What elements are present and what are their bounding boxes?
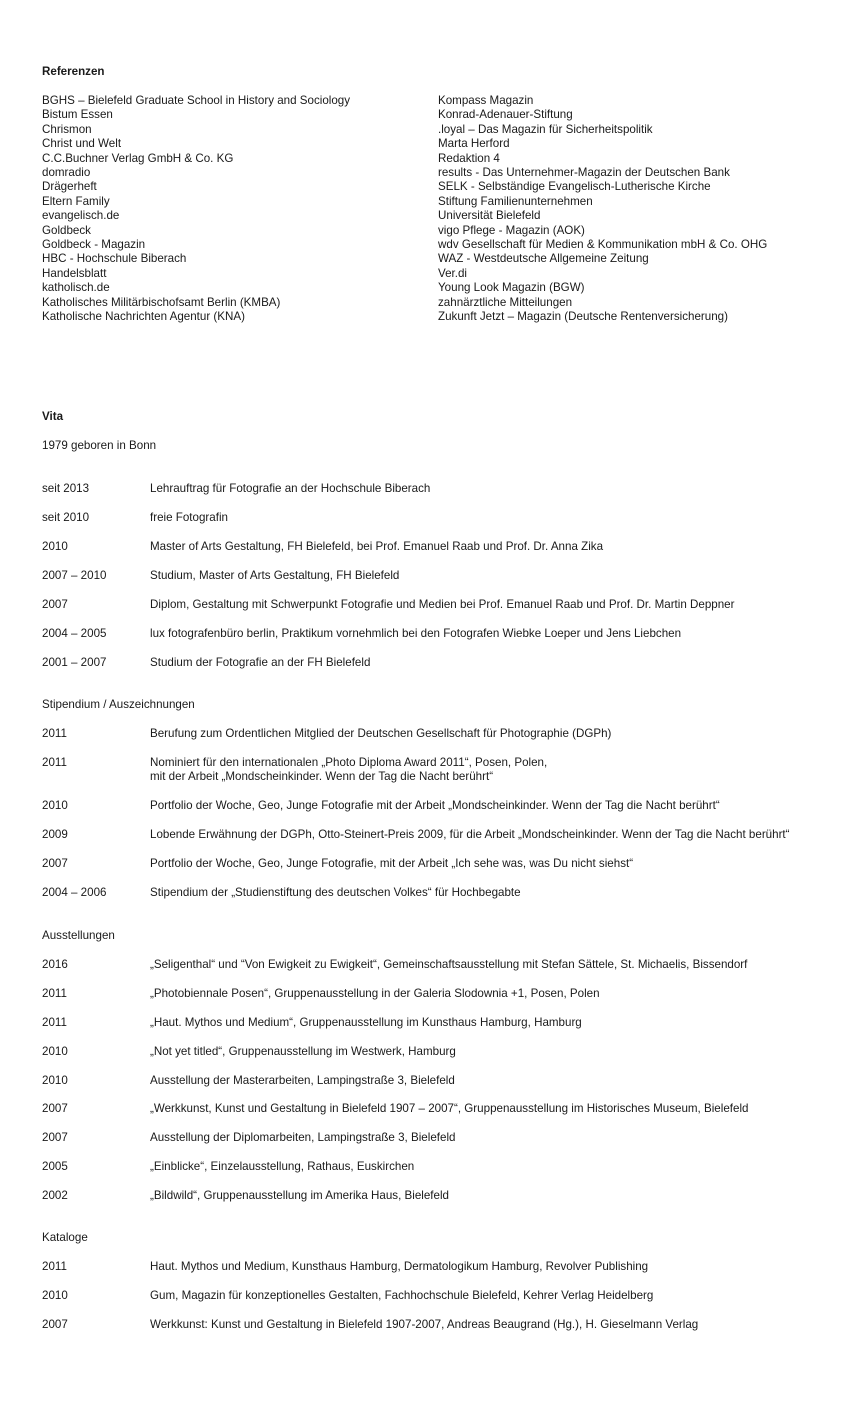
cv-entry — [42, 987, 842, 1001]
entry-year: 2010 — [42, 1045, 68, 1058]
reference-item: HBC - Hochschule Biberach — [42, 252, 187, 266]
reference-item: Marta Herford — [438, 137, 510, 151]
reference-item: Young Look Magazin (BGW) — [438, 281, 585, 295]
reference-item: Konrad-Adenauer-Stiftung — [438, 108, 573, 122]
entry-description: Stipendium der „Studienstiftung des deutschen Volkes“ für Hochbegabte — [150, 886, 521, 899]
entry-description: „Bildwild“, Gruppenausstellung im Amerika Haus, Bielefeld — [150, 1189, 449, 1202]
cv-entry — [42, 482, 842, 496]
entry-year: 2001 – 2007 — [42, 656, 107, 669]
entry-year: 2004 – 2006 — [42, 886, 107, 899]
entry-year: 2002 — [42, 1189, 68, 1202]
entry-year: 2007 — [42, 1131, 68, 1144]
reference-item: Katholische Nachrichten Agentur (KNA) — [42, 310, 245, 324]
cv-entry — [42, 1289, 842, 1303]
entry-year: 2010 — [42, 1289, 68, 1302]
reference-item: vigo Pflege - Magazin (AOK) — [438, 223, 585, 237]
entry-year: seit 2010 — [42, 511, 90, 524]
referenzen-list-left — [42, 94, 350, 325]
cv-entry — [42, 1074, 842, 1088]
cv-entry — [42, 656, 842, 670]
cv-entry — [42, 627, 842, 641]
reference-item: zahnärztliche Mitteilungen — [438, 295, 573, 309]
entry-description: Gum, Magazin für konzeptionelles Gestalten, Fachhochschule Bielefeld, Kehrer Verlag Heidelberg — [150, 1289, 654, 1302]
reference-item: Handelsblatt — [42, 266, 107, 280]
cv-entry — [42, 1260, 842, 1274]
entry-description: Studium, Master of Arts Gestaltung, FH Bielefeld — [150, 569, 400, 582]
entry-description: Lehrauftrag für Fotografie an der Hochschule Biberach — [150, 482, 431, 495]
reference-item: C.C.Buchner Verlag GmbH & Co. KG — [42, 151, 234, 165]
reference-item: Christ und Welt — [42, 137, 122, 151]
referenzen-list-right — [438, 94, 767, 325]
cv-entry — [42, 1160, 842, 1174]
reference-item: Ver.di — [438, 266, 468, 280]
entry-description: Ausstellung der Diplomarbeiten, Lampingstraße 3, Bielefeld — [150, 1131, 456, 1144]
reference-item: .loyal – Das Magazin für Sicherheitspolitik — [438, 122, 653, 136]
entry-description: Haut. Mythos und Medium, Kunsthaus Hamburg, Dermatologikum Hamburg, Revolver Publishing — [150, 1260, 649, 1273]
cv-entry — [42, 1016, 842, 1030]
reference-item: wdv Gesellschaft für Medien & Kommunikation mbH & Co. OHG — [438, 238, 768, 252]
kataloge-heading: Kataloge — [42, 1231, 88, 1244]
cv-entry — [42, 727, 842, 741]
entry-description: Portfolio der Woche, Geo, Junge Fotografie, mit der Arbeit „Ich sehe was, was Du nicht siehst“ — [150, 857, 634, 870]
entry-description: Lobende Erwähnung der DGPh, Otto-Steinert-Preis 2009, für die Arbeit „Mondscheinkinder. Wenn der Tag die Nacht berührt“ — [150, 828, 790, 841]
cv-entry — [42, 857, 842, 871]
entry-description: Ausstellung der Masterarbeiten, Lampingstraße 3, Bielefeld — [150, 1074, 455, 1087]
entry-year: 2005 — [42, 1160, 68, 1173]
reference-item: WAZ - Westdeutsche Allgemeine Zeitung — [438, 252, 649, 266]
entry-description: „Haut. Mythos und Medium“, Gruppenausstellung im Kunsthaus Hamburg, Hamburg — [150, 1016, 582, 1029]
reference-item: Katholisches Militärbischofsamt Berlin (KMBA) — [42, 295, 281, 309]
stipendium-heading: Stipendium / Auszeichnungen — [42, 698, 195, 711]
entry-description: Werkkunst: Kunst und Gestaltung in Bielefeld 1907-2007, Andreas Beaugrand (Hg.), H. Gieselmann Verlag — [150, 1318, 699, 1331]
vita-heading: Vita — [42, 410, 64, 423]
cv-entry — [42, 1318, 842, 1332]
reference-item: katholisch.de — [42, 281, 110, 295]
reference-item: Drägerheft — [42, 180, 97, 194]
entry-description: lux fotografenbüro berlin, Praktikum vornehmlich bei den Fotografen Wiebke Loeper und Jens Liebchen — [150, 627, 682, 640]
entry-description: Berufung zum Ordentlichen Mitglied der Deutschen Gesellschaft für Photographie (DGPh) — [150, 727, 612, 740]
entry-year: 2010 — [42, 1074, 68, 1087]
cv-entry — [42, 1045, 842, 1059]
cv-entry — [42, 756, 842, 785]
reference-item: Goldbeck — [42, 223, 91, 237]
reference-item: BGHS – Bielefeld Graduate School in History and Sociology — [42, 94, 351, 107]
cv-entry — [42, 1189, 842, 1203]
reference-item: SELK - Selbständige Evangelisch-Lutherische Kirche — [438, 180, 711, 194]
entry-description: „Einblicke“, Einzelausstellung, Rathaus, Euskirchen — [150, 1160, 415, 1173]
ausstellungen-heading: Ausstellungen — [42, 929, 115, 942]
entry-description: „Werkkunst, Kunst und Gestaltung in Bielefeld 1907 – 2007“, Gruppenausstellung im Historisches Museum, Bielefeld — [150, 1102, 749, 1115]
cv-entry — [42, 958, 842, 972]
entry-description: Master of Arts Gestaltung, FH Bielefeld, bei Prof. Emanuel Raab und Prof. Dr. Anna Zika — [150, 540, 604, 553]
cv-entry — [42, 799, 842, 813]
entry-description: Diplom, Gestaltung mit Schwerpunkt Fotografie und Medien bei Prof. Emanuel Raab und Prof. Dr. Martin Deppner — [150, 598, 735, 611]
cv-entry — [42, 569, 842, 583]
entry-year: 2010 — [42, 799, 68, 812]
entry-description: „Seligenthal“ und “Von Ewigkeit zu Ewigkeit“, Gemeinschaftsausstellung mit Stefan Sättele, St. Michaelis, Bissendorf — [150, 958, 748, 971]
vita-born: 1979 geboren in Bonn — [42, 439, 157, 452]
entry-year: 2011 — [42, 1016, 67, 1029]
reference-item: Universität Bielefeld — [438, 209, 541, 223]
cv-entry — [42, 886, 842, 900]
referenzen-heading: Referenzen — [42, 65, 105, 78]
reference-item: Bistum Essen — [42, 108, 113, 122]
reference-item: Kompass Magazin — [438, 94, 534, 107]
entry-description: freie Fotografin — [150, 511, 228, 524]
entry-year: 2011 — [42, 756, 67, 769]
entry-year: 2011 — [42, 987, 67, 1000]
entry-year: 2009 — [42, 828, 68, 841]
cv-entry — [42, 598, 842, 612]
entry-year: 2007 – 2010 — [42, 569, 107, 582]
cv-entry — [42, 1102, 842, 1116]
cv-entry — [42, 1131, 842, 1145]
cv-entry — [42, 511, 842, 525]
entry-year: 2004 – 2005 — [42, 627, 107, 640]
reference-item: evangelisch.de — [42, 209, 120, 223]
reference-item: Eltern Family — [42, 194, 110, 208]
entry-year: 2007 — [42, 1102, 68, 1115]
reference-item: results - Das Unternehmer-Magazin der Deutschen Bank — [438, 166, 730, 180]
reference-item: Stiftung Familienunternehmen — [438, 194, 593, 208]
reference-item: Goldbeck - Magazin — [42, 238, 146, 252]
reference-item: Redaktion 4 — [438, 151, 500, 165]
reference-item: Chrismon — [42, 122, 92, 136]
entry-year: 2016 — [42, 958, 68, 971]
entry-year: 2011 — [42, 1260, 67, 1273]
entry-year: 2007 — [42, 1318, 68, 1331]
entry-year: 2007 — [42, 857, 68, 870]
entry-year: seit 2013 — [42, 482, 90, 495]
reference-item: Zukunft Jetzt – Magazin (Deutsche Rentenversicherung) — [438, 310, 728, 324]
entry-description: „Photobiennale Posen“, Gruppenausstellung in der Galeria Slodownia +1, Posen, Polen — [150, 987, 600, 1000]
cv-entry — [42, 828, 842, 842]
entry-year: 2010 — [42, 540, 68, 553]
entry-year: 2007 — [42, 598, 68, 611]
entry-description: Studium der Fotografie an der FH Bielefeld — [150, 656, 371, 669]
cv-entry — [42, 540, 842, 554]
reference-item: domradio — [42, 166, 91, 180]
entry-description: Nominiert für den internationalen „Photo Diploma Award 2011“, Posen, Polen, mit der Arbeit „Mondscheinkinder. Wenn der Tag die Nacht berührt“ — [150, 756, 548, 784]
entry-year: 2011 — [42, 727, 67, 740]
entry-description: „Not yet titled“, Gruppenausstellung im Westwerk, Hamburg — [150, 1045, 456, 1058]
entry-description: Portfolio der Woche, Geo, Junge Fotografie mit der Arbeit „Mondscheinkinder. Wenn der Tag die Nacht berührt“ — [150, 799, 720, 812]
